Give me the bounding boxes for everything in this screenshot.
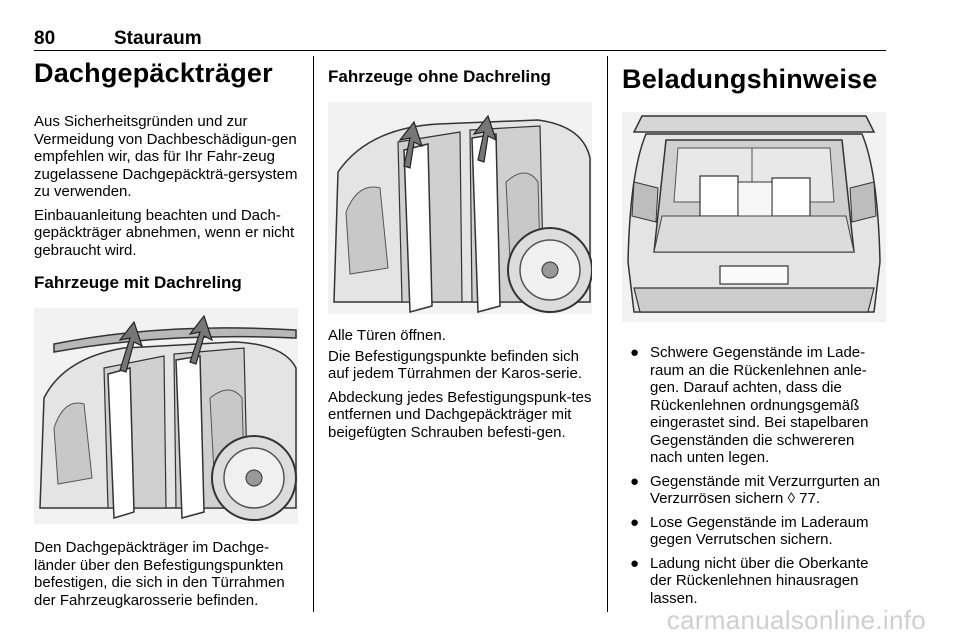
list-item-text: Gegenstände mit Verzurrgurten an Verzurrösen sichern ◊ 77. xyxy=(650,472,881,507)
bullet-icon: ● xyxy=(630,344,640,361)
list-item xyxy=(622,555,886,608)
cargo-area-rear-view-image xyxy=(622,112,886,322)
section-title: Stauraum xyxy=(114,28,202,49)
page-number: 80 xyxy=(34,28,56,49)
loading-notes-heading: Beladungshinweise xyxy=(622,64,878,94)
list-item xyxy=(622,344,886,467)
column-roof-rack xyxy=(34,56,298,609)
bullet-icon: ● xyxy=(630,554,640,572)
column-no-roof-rails xyxy=(328,56,592,441)
list-item xyxy=(622,473,886,508)
roof-rack-intro: Aus Sicherheitsgründen und zur Vermeidung von Dachbeschädigun-gen empfehlen wir, das für Ihr Fahr-zeug zugelassene Dachgepäckträ-gersystem zu verwenden. xyxy=(34,113,298,200)
column-divider-1 xyxy=(313,56,314,612)
roof-rack-instructions: Einbauanleitung beachten und Dach-gepäckträger abnehmen, wenn er nicht gebraucht wird. xyxy=(34,206,295,259)
bullet-icon: ● xyxy=(630,472,640,490)
car-side-doors-open-image xyxy=(328,102,592,314)
with-roof-rails-caption: Den Dachgepäckträger im Dachge-länder über den Befestigungspunkten befestigen, die sich in den Türrahmen der Fahrzeugkarosserie befinden. xyxy=(34,539,285,609)
open-doors-text: Alle Türen öffnen. xyxy=(328,327,446,344)
remove-cover-text: Abdeckung jedes Befestigungspunk-tes entfernen und Dachgepäckträger mit beigefügten Schrauben befesti-gen. xyxy=(328,388,592,441)
watermark: carmanualsonline.info xyxy=(666,605,926,635)
list-item-text: Ladung nicht über die Oberkante der Rückenlehnen hinausragen lassen. xyxy=(650,554,869,607)
page-header xyxy=(34,28,886,50)
list-item-text: Lose Gegenstände im Laderaum gegen Verrutschen sichern. xyxy=(650,513,869,548)
car-without-roof-rails-illustration xyxy=(328,102,592,314)
loading-notes-list xyxy=(622,344,886,607)
list-item-text: Schwere Gegenstände im Lade-raum an die Rückenlehnen anle-gen. Darauf achten, dass die Rückenlehnen ordnungsgemäß eingerastet sind. Bei stapelbaren Gegenständen die schwereren nach unten legen. xyxy=(650,344,869,466)
with-roof-rails-heading: Fahrzeuge mit Dachreling xyxy=(34,273,242,292)
mounting-points-text: Die Befestigungspunkte befinden sich auf jedem Türrahmen der Karos-serie. xyxy=(328,347,583,382)
bullet-icon: ● xyxy=(630,513,640,531)
cargo-area-illustration xyxy=(622,112,886,322)
column-divider-2 xyxy=(607,56,608,612)
header-divider xyxy=(34,50,886,51)
car-with-roof-rails-illustration xyxy=(34,308,298,524)
column-loading-notes xyxy=(622,56,886,607)
car-side-doors-open-image xyxy=(34,308,298,524)
roof-rack-heading: Dachgepäckträger xyxy=(34,58,273,88)
list-item xyxy=(622,514,886,549)
without-roof-rails-heading: Fahrzeuge ohne Dachreling xyxy=(328,67,551,86)
